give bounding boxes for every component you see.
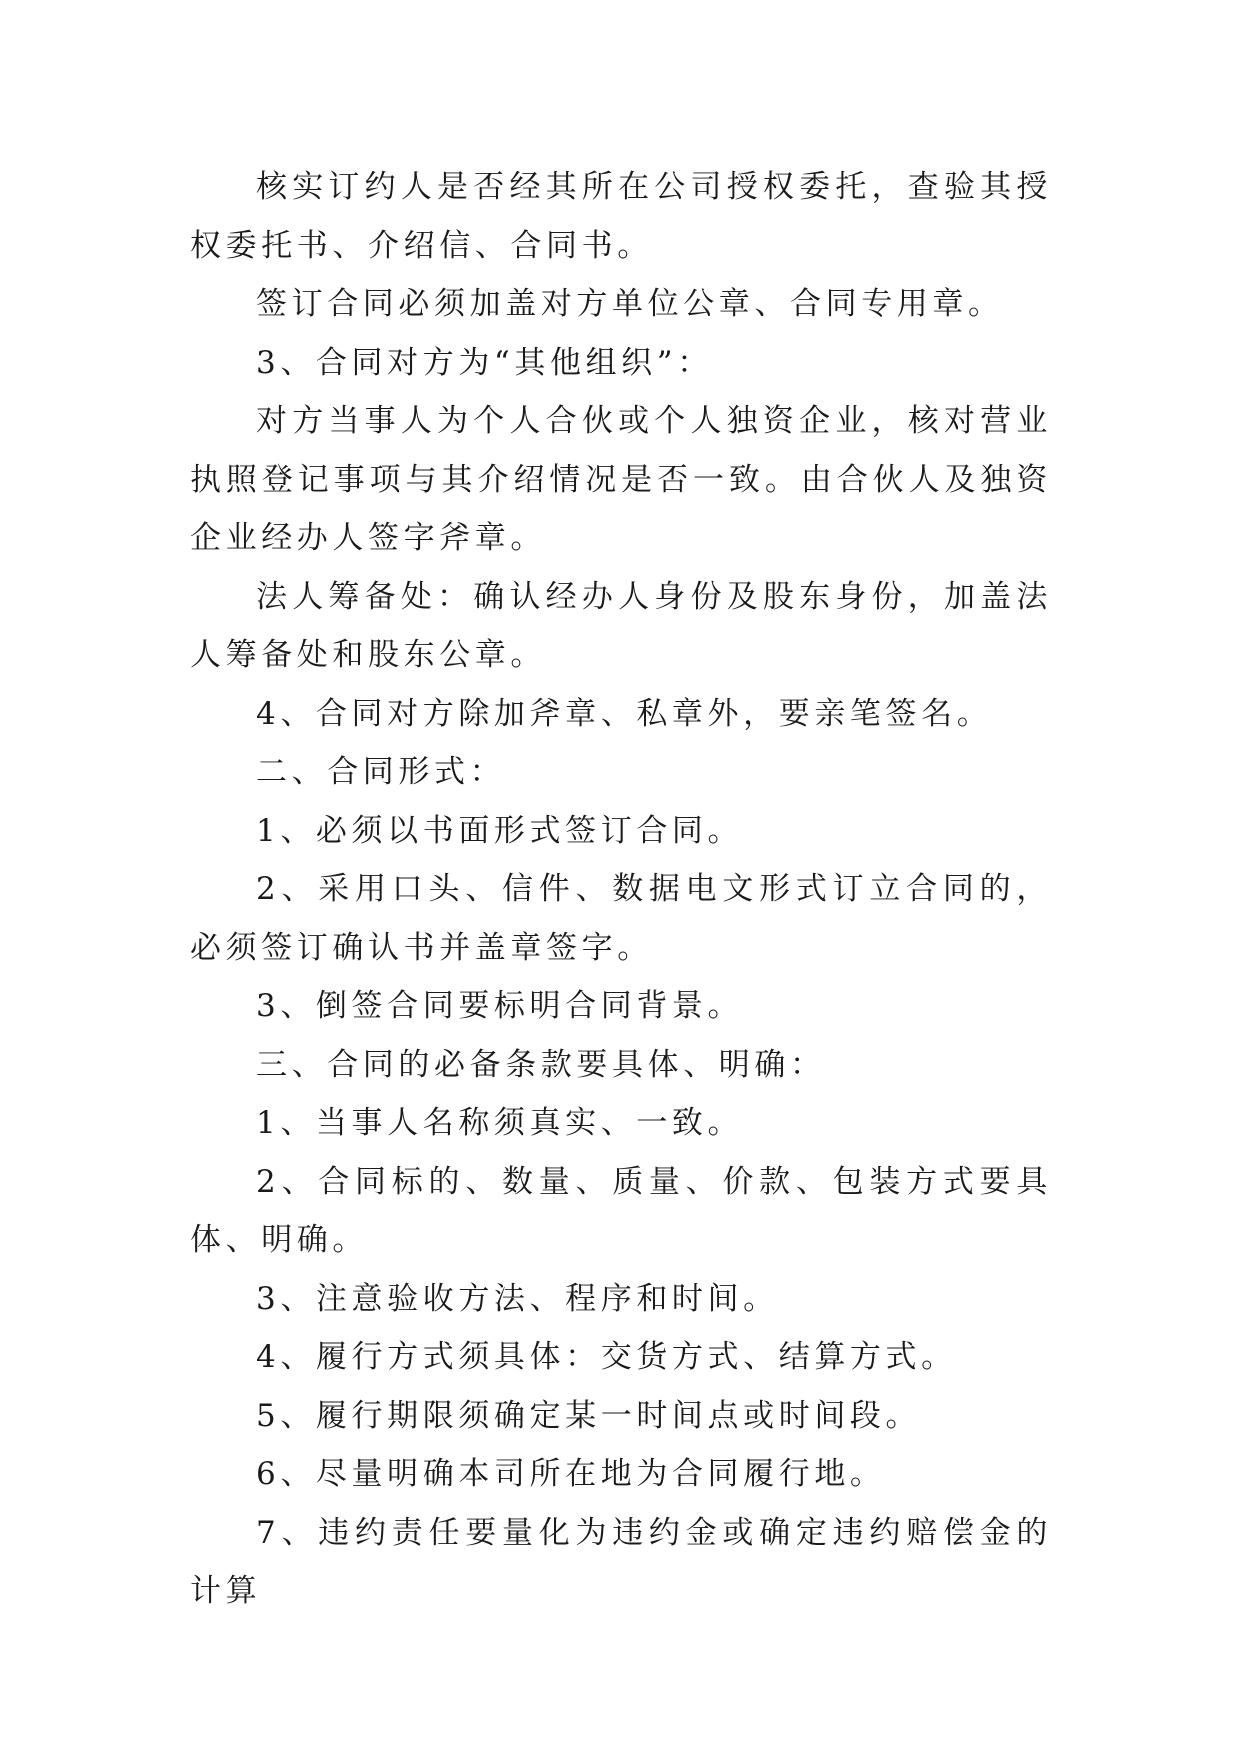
list-item: 1、当事人名称须真实、一致。 [256,1105,744,1141]
section-heading: 二、合同形式： [256,754,506,790]
list-item: 7、违约责任要量化为违约金或确定违约赔偿金的计算 [190,1514,1052,1609]
paragraph: 对方当事人为个人合伙或个人独资企业，核对营业执照登记事项与其介绍情况是否一致。由合伙人及独资企业经办人签字斧章。 [190,403,1052,556]
list-item: 3、倒签合同要标明合同背景。 [256,988,744,1024]
list-item: 5、履行期限须确定某一时间点或时间段。 [256,1397,922,1434]
list-item: 2、合同标的、数量、质量、价款、包装方式要具体、明确。 [190,1163,1052,1258]
paragraph: 签订合同必须加盖对方单位公章、合同专用章。 [256,286,1004,322]
paragraph: 核实订约人是否经其所在公司授权委托，查验其授权委托书、介绍信、合同书。 [190,169,1052,264]
paragraph: 法人筹备处：确认经办人身份及股东身份，加盖法人筹备处和股东公章。 [190,578,1052,673]
section-heading: 3、合同对方为“其他组织”： [256,344,713,381]
list-item: 3、注意验收方法、程序和时间。 [256,1280,779,1317]
paragraph: 4、合同对方除加斧章、私章外，要亲笔签名。 [256,695,993,732]
list-item: 1、必须以书面形式签订合同。 [256,812,744,849]
list-item: 4、履行方式须具体：交货方式、结算方式。 [256,1339,957,1375]
list-item: 6、尽量明确本司所在地为合同履行地。 [256,1456,886,1492]
document-body [190,158,1052,1621]
section-heading: 三、合同的必备条款要具体、明确： [256,1046,826,1083]
list-item: 2、采用口头、信件、数据电文形式订立合同的，必须签订确认书并盖章签字。 [190,871,1052,966]
